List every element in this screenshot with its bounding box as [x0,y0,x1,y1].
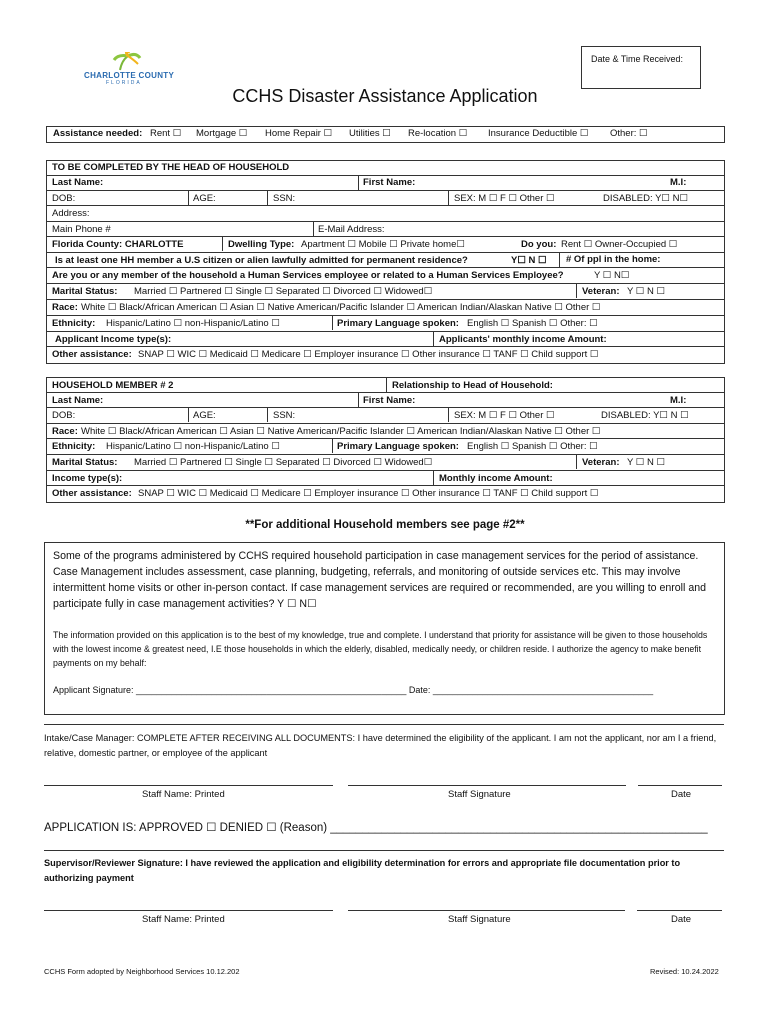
hoh-language-label: Primary Language spoken: [337,318,459,329]
intake-staff-name-line[interactable] [44,785,333,786]
assist-utilities[interactable]: Utilities ☐ [349,128,391,139]
assist-mortgage[interactable]: Mortgage ☐ [196,128,248,139]
hm2-income-type-label: Income type(s): [52,473,123,484]
hm2-age-label: AGE: [193,410,216,421]
supervisor-staff-name-line[interactable] [44,910,333,911]
intake-staff-name-caption: Staff Name: Printed [142,789,225,800]
hoh-employee-yn[interactable]: Y ☐ N☐ [594,270,630,281]
hoh-marital-options[interactable]: Married ☐ Partnered ☐ Single ☐ Separated ☐ Divorced ☐ Widowed☐ [134,286,433,297]
hoh-citizen-yn[interactable]: Y☐ N ☐ [511,255,547,266]
hoh-section-title: TO BE COMPLETED BY THE HEAD OF HOUSEHOLD [52,162,290,173]
hm2-ssn-label: SSN: [273,410,296,421]
hm2-title: HOUSEHOLD MEMBER # 2 [52,380,174,391]
hm2-ethnicity-label: Ethnicity: [52,441,96,452]
logo-subtext: FLORIDA [106,80,142,86]
case-management-text: Some of the programs administered by CCHS required household participation in case management services for the period of assistance. Case Management includes assessment, case planning, budgeting, referrals, and monitoring of outside services etc. This may involve intermittent home visits or other in-person contact. If case management services are required or recommended, are you willing to enroll and participate fully in case management activities? Y ☐ N☐ [53,550,707,610]
logo-text: CHARLOTTE COUNTY [84,71,175,80]
date-received-label: Date & Time Received: [591,54,684,64]
hoh-dwelling-label: Dwelling Type: [228,239,295,250]
hm2-relationship-label: Relationship to Head of Household: [392,380,553,391]
hoh-mi-label: M.I: [670,177,687,188]
certification-text: The information provided on this application is to the best of my knowledge, true and complete. I understand that priority for assistance will be given to those households with the lowest income & greatest need, I.E those households in which the elderly, disabled, medically needy, or children reside. I authorize the agency to make benefit payments on my behalf: [53,630,708,668]
hoh-monthly-income-label: Applicants' monthly income Amount: [439,334,607,345]
hoh-email-label: E-Mail Address: [318,224,385,235]
assist-insurance-deductible[interactable]: Insurance Deductible ☐ [488,128,589,139]
hm2-monthly-income-label: Monthly income Amount: [439,473,553,484]
footer-adopted: CCHS Form adopted by Neighborhood Services 10.12.202 [44,967,240,976]
supervisor-staff-name-caption: Staff Name: Printed [142,914,225,925]
intake-staff-signature-caption: Staff Signature [448,789,511,800]
hm2-ethnicity-options[interactable]: Hispanic/Latino ☐ non-Hispanic/Latino ☐ [106,441,280,452]
hoh-other-assistance-options[interactable]: SNAP ☐ WIC ☐ Medicaid ☐ Medicare ☐ Employer insurance ☐ Other insurance ☐ TANF ☐ Child support ☐ [138,349,599,360]
hoh-county: Florida County: CHARLOTTE [52,239,184,250]
hm2-marital-options[interactable]: Married ☐ Partnered ☐ Single ☐ Separated ☐ Divorced ☐ Widowed☐ [134,457,433,468]
supervisor-date-line[interactable] [637,910,722,911]
hoh-race-label: Race: [52,302,78,313]
hm2-first-name-label: First Name: [363,395,416,406]
hm2-dob-label: DOB: [52,410,76,421]
intake-date-line[interactable] [638,785,722,786]
hoh-disabled-field[interactable]: DISABLED: Y☐ N☐ [603,193,688,204]
intake-date-caption: Date [671,789,692,800]
hm2-language-label: Primary Language spoken: [337,441,459,452]
intake-text: Intake/Case Manager: COMPLETE AFTER RECEIVING ALL DOCUMENTS: I have determined the eligibility of the applicant. I am not the applicant, nor am I a friend, relative, domestic partner, or employee of the applicant [44,733,717,758]
hm2-disabled-field[interactable]: DISABLED: Y☐ N ☐ [601,410,689,421]
hoh-ssn-label: SSN: [273,193,296,204]
supervisor-staff-signature-line[interactable] [348,910,625,911]
hoh-dwelling-options[interactable]: Apartment ☐ Mobile ☐ Private home☐ [301,239,465,250]
hoh-address-label: Address: [52,208,90,219]
hm2-marital-label: Marital Status: [52,457,118,468]
assistance-needed-row [46,126,725,143]
hoh-other-assistance-label: Other assistance: [52,349,132,360]
date-received-box[interactable] [581,46,701,89]
hm2-sex-field[interactable]: SEX: M ☐ F ☐ Other ☐ [454,410,555,421]
hoh-ethnicity-label: Ethnicity: [52,318,96,329]
hoh-income-type-label: Applicant Income type(s): [55,334,172,345]
hoh-last-name-label: Last Name: [52,177,104,188]
hoh-citizen-question: Is at least one HH member a U.S citizen or alien lawfully admitted for permanent residence? [55,255,468,266]
hm2-other-assistance-options[interactable]: SNAP ☐ WIC ☐ Medicaid ☐ Medicare ☐ Employer insurance ☐ Other insurance ☐ TANF ☐ Child support ☐ [138,488,599,499]
charlotte-county-logo [84,52,174,88]
palm-icon [114,52,140,70]
hoh-veteran-yn[interactable]: Y ☐ N ☐ [627,286,665,297]
hm2-race-label: Race: [52,426,78,437]
assist-relocation[interactable]: Re-location ☐ [408,128,468,139]
additional-members-note: **For additional Household members see page #2** [245,519,525,531]
applicant-signature-line[interactable]: Applicant Signature: ______________________________________________________ Date: ____________________________________________ [53,685,654,695]
hm2-language-options[interactable]: English ☐ Spanish ☐ Other: ☐ [467,441,598,452]
hm2-race-options[interactable]: White ☐ Black/African American ☐ Asian ☐ Native American/Pacific Islander ☐ American Indian/Alaskan Native ☐ Other ☐ [81,426,601,437]
page-title: CCHS Disaster Assistance Application [232,86,538,106]
supervisor-date-caption: Date [671,914,692,925]
hoh-language-options[interactable]: English ☐ Spanish ☐ Other: ☐ [467,318,598,329]
hoh-phone-label: Main Phone # [52,224,111,235]
hm2-last-name-label: Last Name: [52,395,104,406]
hoh-sex-field[interactable]: SEX: M ☐ F ☐ Other ☐ [454,193,555,204]
footer-revised: Revised: 10.24.2022 [650,967,719,976]
hoh-ethnicity-options[interactable]: Hispanic/Latino ☐ non-Hispanic/Latino ☐ [106,318,280,329]
hm2-veteran-yn[interactable]: Y ☐ N ☐ [627,457,665,468]
hoh-marital-label: Marital Status: [52,286,118,297]
assistance-label: Assistance needed: [53,128,143,139]
hm2-veteran-label: Veteran: [582,457,620,468]
assist-rent[interactable]: Rent ☐ [150,128,182,139]
hoh-veteran-label: Veteran: [582,286,620,297]
supervisor-staff-signature-caption: Staff Signature [448,914,511,925]
hoh-first-name-label: First Name: [363,177,416,188]
supervisor-text: Supervisor/Reviewer Signature: I have reviewed the application and eligibility determination for errors and appropriate file documentation prior to authorizing payment [44,858,681,883]
intake-staff-signature-line[interactable] [348,785,626,786]
hoh-dob-label: DOB: [52,193,76,204]
hoh-ppl-home-label: # Of ppl in the home: [566,254,661,265]
assist-other[interactable]: Other: ☐ [610,128,648,139]
hoh-age-label: AGE: [193,193,216,204]
hm2-other-assistance-label: Other assistance: [52,488,132,499]
hoh-do-you-label: Do you: [521,239,557,250]
assist-home-repair[interactable]: Home Repair ☐ [265,128,333,139]
hoh-do-you-options[interactable]: Rent ☐ Owner-Occupied ☐ [561,239,678,250]
hoh-employee-question: Are you or any member of the household a Human Services employee or related to a Human Services Employee? [52,270,564,281]
hm2-mi-label: M.I: [670,395,687,406]
hoh-race-options[interactable]: White ☐ Black/African American ☐ Asian ☐ Native American/Pacific Islander ☐ American Indian/Alaskan Native ☐ Other ☐ [81,302,601,313]
application-status-line[interactable]: APPLICATION IS: APPROVED ☐ DENIED ☐ (Reason) ___________________________________________________________ [44,822,708,834]
